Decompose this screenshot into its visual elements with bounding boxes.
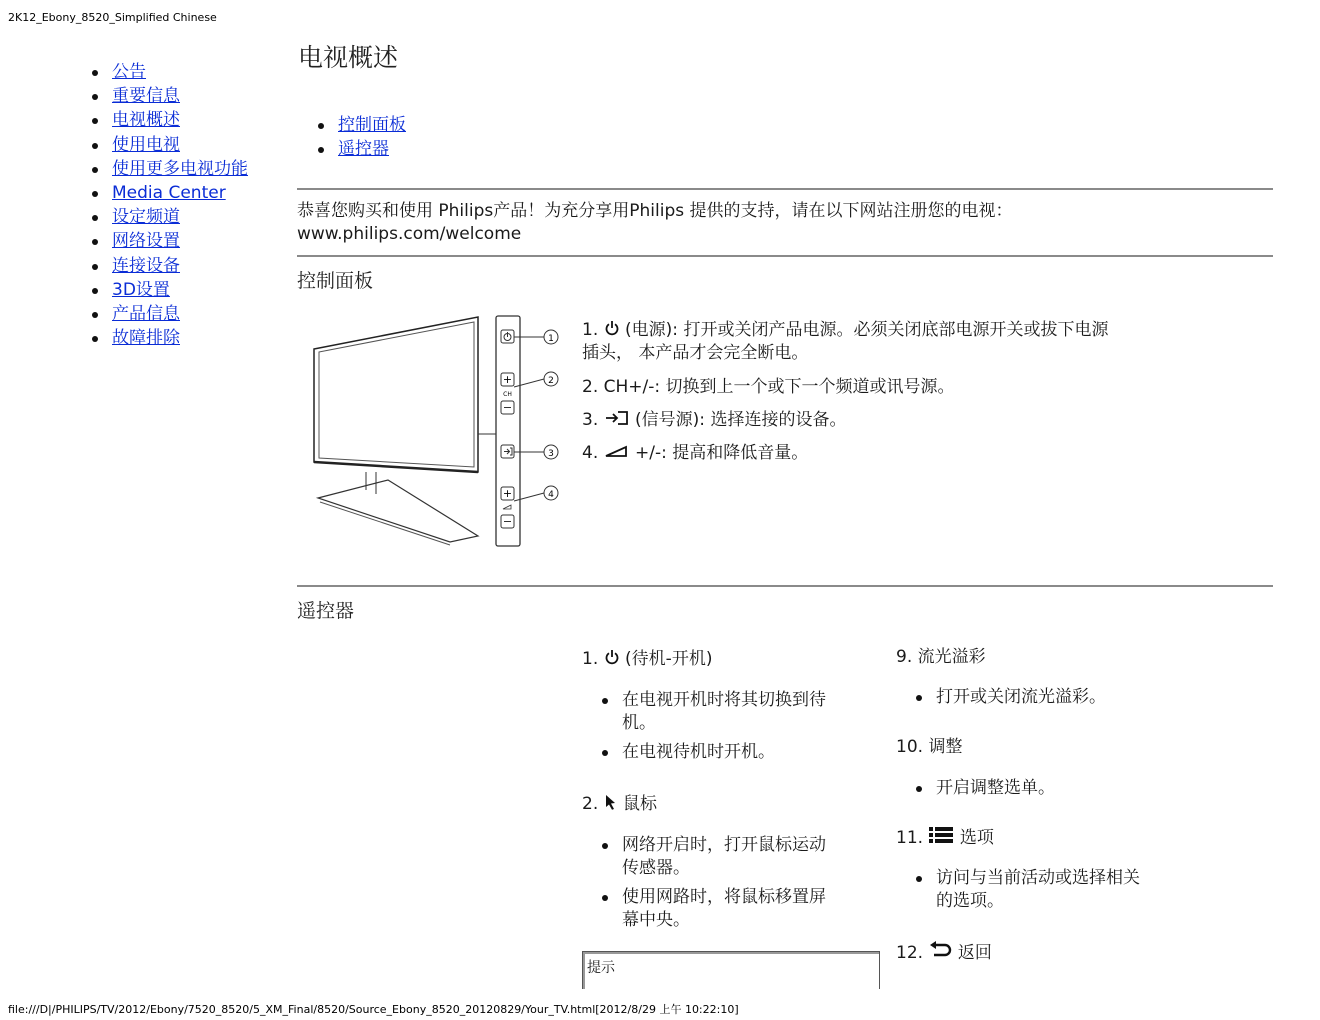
cp-item-number: 4. — [582, 443, 599, 463]
nav-link-notice[interactable]: 公告 — [112, 62, 146, 82]
cp-item-power — [582, 319, 1182, 365]
nav-item — [92, 254, 248, 278]
remote-item-number: 10. — [896, 737, 924, 757]
remote-item-ambilight-bullets — [916, 686, 1106, 709]
table-of-contents — [318, 113, 406, 161]
mouse-pointer-icon — [604, 794, 618, 810]
control-panel-diagram — [300, 312, 570, 552]
divider — [297, 255, 1273, 257]
tv-stand — [318, 480, 478, 542]
remote-item-title: 鼠标 — [623, 794, 658, 814]
bullet-text: 使用网路时，将鼠标移置屏 — [622, 887, 826, 907]
power-icon — [604, 320, 620, 336]
bullet-item — [602, 886, 826, 932]
cp-item-text-cont: 插头， 本产品才会完全断电。 — [582, 343, 809, 363]
volume-icon — [604, 445, 630, 459]
remote-item-number: 9. — [896, 647, 913, 667]
intro-line-1: 恭喜您购买和使用 Philips产品！为充分享用Philips 提供的支持，请在以下网站注册您的电视： — [297, 201, 1013, 221]
remote-item-number: 2. — [582, 794, 599, 814]
nav-item — [92, 157, 248, 181]
remote-item-adjust — [896, 736, 962, 759]
nav-link-product-info[interactable]: 产品信息 — [112, 303, 180, 324]
nav-link-use-tv[interactable]: 使用电视 — [112, 134, 180, 155]
toc-link-control-panel[interactable]: 控制面板 — [338, 115, 406, 135]
intro-text — [297, 200, 1273, 246]
nav-item — [92, 326, 248, 350]
bullet-item — [916, 686, 1106, 709]
nav-item — [92, 108, 248, 132]
nav-link-channels[interactable]: 设定频道 — [112, 207, 180, 228]
remote-item-title: 流光溢彩 — [917, 647, 986, 667]
bullet-text-cont: 幕中央。 — [622, 910, 690, 930]
control-panel-heading: 控制面板 — [297, 270, 374, 292]
divider — [297, 585, 1273, 587]
remote-item-title: 调整 — [928, 737, 963, 757]
plus-glyph: + — [502, 487, 513, 500]
bullet-text-cont: 传感器。 — [622, 858, 690, 878]
remote-item-options — [896, 826, 994, 850]
document-header: 2K12_Ebony_8520_Simplified Chinese — [8, 11, 217, 24]
nav-item — [92, 302, 248, 326]
remote-item-number: 12. — [896, 943, 924, 963]
bullet-item — [916, 867, 1140, 913]
bullet-text-cont: 的选项。 — [936, 891, 1004, 911]
tip-label: 提示 — [587, 960, 615, 976]
bullet-text: 网络开启时，打开鼠标运动 — [622, 835, 826, 855]
page-title: 电视概述 — [298, 43, 399, 72]
bullet-text-cont: 机。 — [622, 713, 656, 733]
remote-item-standby — [582, 648, 712, 671]
cp-item-number: 1. — [582, 320, 599, 340]
remote-item-options-bullets — [916, 867, 1140, 913]
nav-link-tv-overview[interactable]: 电视概述 — [112, 110, 180, 131]
callout-1: 1 — [548, 334, 554, 344]
cp-item-text: CH+/-: 切换到上一个或下一个频道或讯号源。 — [603, 377, 955, 397]
bullet-item — [602, 741, 826, 764]
plus-glyph: + — [502, 373, 513, 386]
nav-link-important-info[interactable]: 重要信息 — [112, 86, 180, 107]
cp-item-text: (信号源): 选择连接的设备。 — [635, 410, 847, 430]
toc-item — [318, 137, 406, 161]
remote-heading: 遥控器 — [297, 600, 355, 622]
cp-item-text: (电源): 打开或关闭产品电源。必须关闭底部电源开关或拔下电源 — [625, 320, 1109, 340]
remote-item-number: 1. — [582, 649, 599, 669]
remote-item-ambilight — [896, 646, 986, 669]
intro-url: www.philips.com/welcome — [297, 224, 522, 244]
nav-link-connect-devices[interactable]: 连接设备 — [112, 255, 180, 276]
bullet-item — [602, 834, 826, 880]
cp-item-text: +/-: 提高和降低音量。 — [635, 443, 809, 463]
toc-item — [318, 113, 406, 137]
toc-link-remote[interactable]: 遥控器 — [338, 139, 389, 159]
cp-item-channel — [582, 376, 1182, 399]
remote-item-title: 选项 — [959, 828, 994, 848]
cp-item-number: 3. — [582, 410, 599, 430]
options-icon — [928, 826, 954, 844]
nav-link-more-features[interactable]: 使用更多电视功能 — [112, 158, 248, 179]
remote-item-mouse-bullets — [602, 834, 826, 932]
viewport-clip — [575, 989, 885, 1001]
nav-item — [92, 60, 248, 84]
nav-item — [92, 84, 248, 108]
remote-item-adjust-bullets — [916, 777, 1055, 800]
back-icon — [928, 941, 952, 959]
document-footer: file:///D|/PHILIPS/TV/2012/Ebony/7520_8520/5_XM_Final/8520/Source_Ebony_8520_20120829/Your_TV.html[2012/8/29 上午 10:22:10] — [8, 1003, 739, 1016]
callout-4: 4 — [548, 490, 554, 500]
standby-icon — [604, 649, 620, 665]
tv-screen — [314, 317, 478, 472]
cp-item-source — [582, 409, 1182, 432]
bullet-item — [916, 777, 1055, 800]
remote-item-title: 返回 — [957, 943, 992, 963]
nav-item — [92, 181, 248, 205]
nav-item — [92, 278, 248, 302]
nav-item — [92, 133, 248, 157]
callout-3: 3 — [548, 449, 554, 459]
remote-item-back — [896, 941, 992, 965]
nav-link-3d[interactable]: 3D设置 — [112, 279, 170, 300]
bullet-text: 开启调整选单。 — [936, 778, 1055, 798]
callout-2: 2 — [548, 376, 554, 386]
remote-item-title: (待机-开机) — [625, 649, 713, 669]
cp-item-number: 2. — [582, 377, 599, 397]
divider — [297, 188, 1273, 190]
nav-link-network[interactable]: 网络设置 — [112, 231, 180, 252]
source-icon — [604, 410, 630, 426]
bullet-text: 访问与当前活动或选择相关 — [936, 868, 1140, 888]
bullet-item — [602, 689, 826, 735]
bullet-text: 打开或关闭流光溢彩。 — [936, 687, 1106, 707]
cp-item-volume — [582, 442, 1182, 465]
bullet-text: 在电视待机时开机。 — [622, 742, 775, 762]
remote-item-standby-bullets — [602, 689, 826, 764]
sidebar-nav — [92, 60, 248, 350]
nav-link-media-center[interactable]: Media Center — [112, 182, 226, 203]
remote-item-number: 11. — [896, 828, 924, 848]
nav-item — [92, 205, 248, 229]
side-control-strip — [496, 316, 520, 546]
nav-item — [92, 229, 248, 253]
ch-label: CH — [503, 391, 512, 398]
nav-link-troubleshooting[interactable]: 故障排除 — [112, 328, 180, 349]
bullet-text: 在电视开机时将其切换到待 — [622, 690, 826, 710]
remote-item-mouse — [582, 793, 657, 816]
